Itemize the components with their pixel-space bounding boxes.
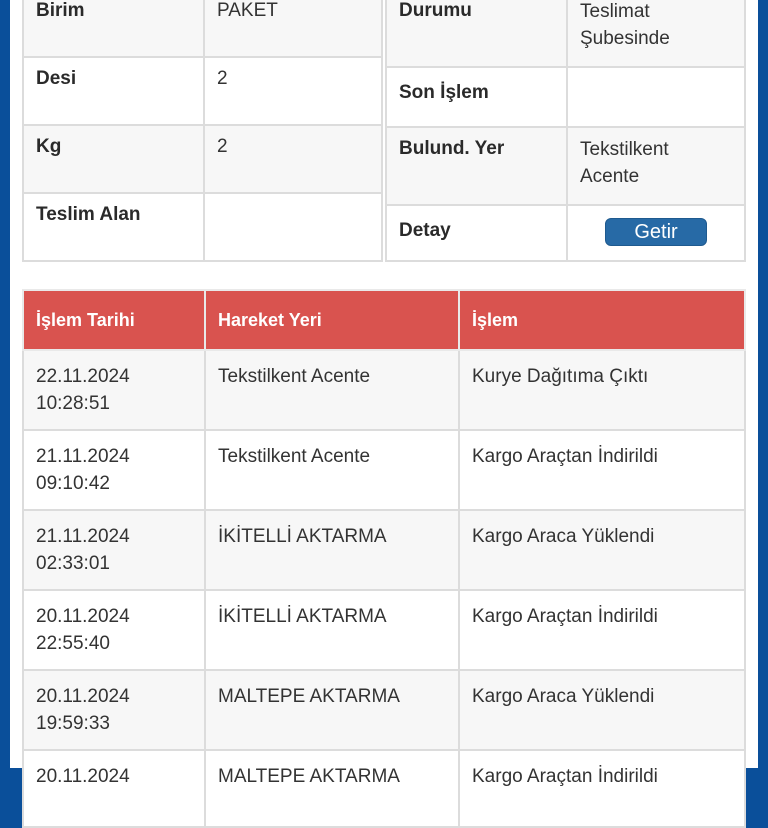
movement-table bbox=[22, 289, 746, 828]
info-row-birim bbox=[23, 0, 382, 57]
time-text: 09:10:42 bbox=[36, 473, 110, 494]
time-text: 10:28:51 bbox=[36, 393, 110, 414]
info-label: Bulund. Yer bbox=[386, 127, 567, 205]
info-label: Desi bbox=[23, 57, 204, 125]
info-value: 2 bbox=[204, 125, 382, 193]
cell-date bbox=[23, 590, 205, 670]
info-value: 2 bbox=[204, 57, 382, 125]
column-header-place: Hareket Yeri bbox=[205, 290, 459, 350]
info-value bbox=[567, 67, 745, 127]
cell-date bbox=[23, 350, 205, 430]
table-row bbox=[23, 590, 745, 670]
time-text: 22:55:40 bbox=[36, 633, 110, 654]
content-panel bbox=[10, 0, 758, 787]
date-text: 20.11.2024 bbox=[36, 686, 130, 707]
cell-date bbox=[23, 750, 205, 827]
date-text: 21.11.2024 bbox=[36, 446, 130, 467]
info-row-son-islem bbox=[386, 67, 745, 127]
time-text: 02:33:01 bbox=[36, 553, 110, 574]
time-text: 19:59:33 bbox=[36, 713, 110, 734]
table-row bbox=[23, 430, 745, 510]
table-row bbox=[23, 750, 745, 827]
info-value: PAKET bbox=[204, 0, 382, 57]
shipment-info bbox=[22, 0, 746, 262]
info-row-kg bbox=[23, 125, 382, 193]
table-row bbox=[23, 510, 745, 590]
info-label: Birim bbox=[23, 0, 204, 57]
column-header-date: İşlem Tarihi bbox=[23, 290, 205, 350]
info-value bbox=[567, 205, 745, 261]
info-label: Teslim Alan bbox=[23, 193, 204, 261]
cell-action: Kargo Araca Yüklendi bbox=[459, 510, 745, 590]
getir-button[interactable]: Getir bbox=[605, 218, 707, 246]
info-row-detay bbox=[386, 205, 745, 261]
date-text: 21.11.2024 bbox=[36, 526, 130, 547]
cell-place: İKİTELLİ AKTARMA bbox=[205, 590, 459, 670]
date-text: 22.11.2024 bbox=[36, 366, 130, 387]
info-value bbox=[204, 193, 382, 261]
cell-place: İKİTELLİ AKTARMA bbox=[205, 510, 459, 590]
shipment-info-right bbox=[385, 0, 746, 262]
cell-place: Tekstilkent Acente bbox=[205, 430, 459, 510]
info-row-bulund-yer bbox=[386, 127, 745, 205]
shipment-info-left bbox=[22, 0, 383, 262]
cell-action: Kargo Araca Yüklendi bbox=[459, 670, 745, 750]
cell-action: Kurye Dağıtıma Çıktı bbox=[459, 350, 745, 430]
info-row-teslim-alan bbox=[23, 193, 382, 261]
table-row bbox=[23, 350, 745, 430]
cell-date bbox=[23, 430, 205, 510]
date-text: 20.11.2024 bbox=[36, 606, 130, 627]
cell-action: Kargo Araçtan İndirildi bbox=[459, 590, 745, 670]
info-label: Detay bbox=[386, 205, 567, 261]
cell-action: Kargo Araçtan İndirildi bbox=[459, 430, 745, 510]
info-label: Durumu bbox=[386, 0, 567, 67]
info-row-desi bbox=[23, 57, 382, 125]
location-value: Tekstilkent Acente bbox=[567, 127, 745, 205]
status-value: Teslimat Şubesinde bbox=[567, 0, 745, 67]
info-label: Kg bbox=[23, 125, 204, 193]
info-label: Son İşlem bbox=[386, 67, 567, 127]
cell-place: MALTEPE AKTARMA bbox=[205, 750, 459, 827]
cell-place: Tekstilkent Acente bbox=[205, 350, 459, 430]
cell-date bbox=[23, 670, 205, 750]
cell-place: MALTEPE AKTARMA bbox=[205, 670, 459, 750]
movement-header-row bbox=[23, 290, 745, 350]
cell-action: Kargo Araçtan İndirildi bbox=[459, 750, 745, 827]
table-row bbox=[23, 670, 745, 750]
column-header-action: İşlem bbox=[459, 290, 745, 350]
cell-date bbox=[23, 510, 205, 590]
date-text: 20.11.2024 bbox=[36, 766, 130, 787]
info-row-durumu bbox=[386, 0, 745, 67]
